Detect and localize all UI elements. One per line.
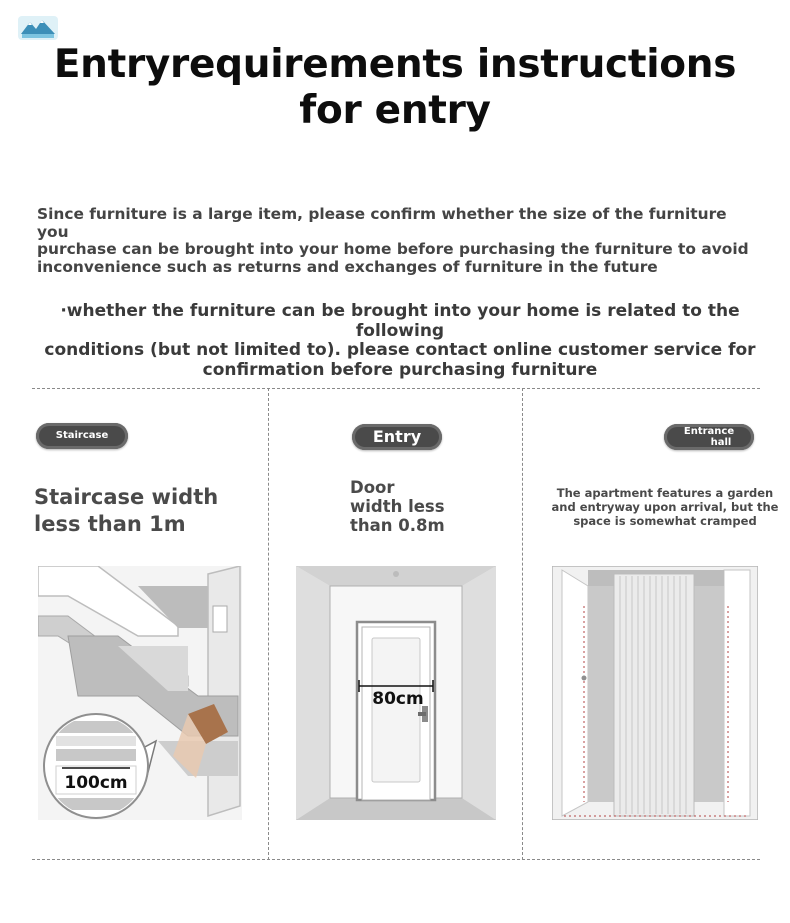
door-req-line-3: than 0.8m — [350, 516, 445, 535]
intro-line-1: Since furniture is a large item, please confirm whether the size of the furniture you — [37, 205, 727, 241]
intro-line-3: inconvenience such as returns and exchanges of furniture in the future — [37, 257, 658, 276]
hall-illustration — [552, 566, 758, 820]
hall-req-line-1: The apartment features a garden — [556, 486, 774, 500]
hall-requirement — [548, 486, 782, 528]
tag-entry: Entry — [352, 424, 442, 450]
staircase-requirement — [34, 484, 264, 538]
conditions-line-2: conditions (but not limited to). please contact online customer service for — [44, 340, 756, 360]
intro-paragraph — [37, 206, 757, 276]
conditions-line-3: confirmation before purchasing furniture — [202, 359, 598, 380]
brand-logo — [18, 12, 58, 42]
tag-entrance-hall — [664, 424, 754, 450]
staircase-illustration — [38, 566, 242, 820]
divider-top — [32, 388, 760, 389]
staircase-dimension: 100cm — [64, 773, 128, 793]
door-req-line-2: width less — [350, 497, 445, 516]
title-line-2: for entry — [299, 88, 491, 133]
hall-req-line-3: space is somewhat cramped — [573, 514, 757, 528]
hall-req-line-2: and entryway upon arrival, but the — [551, 500, 779, 514]
divider-col-2 — [522, 388, 523, 860]
tag-hall-line-1: Entrance — [683, 426, 735, 437]
door-req-line-1: Door — [350, 478, 395, 497]
title-line-1: Entryrequirements instructions — [53, 42, 737, 87]
staircase-req-line-2: less than 1m — [34, 512, 186, 536]
divider-col-1 — [268, 388, 269, 860]
staircase-req-line-1: Staircase width — [34, 485, 219, 509]
tag-staircase: Staircase — [36, 423, 128, 449]
door-requirement — [350, 478, 470, 535]
page-title — [0, 42, 790, 134]
conditions-line-1: ·whether the furniture can be brought into your home is related to the following — [60, 301, 740, 341]
tag-hall-line-2: hall — [710, 437, 732, 448]
door-dimension: 80cm — [372, 689, 424, 709]
intro-line-2: purchase can be brought into your home before purchasing the furniture to avoid — [37, 240, 749, 258]
conditions-paragraph — [20, 302, 780, 380]
divider-bottom — [32, 859, 760, 860]
door-illustration — [296, 566, 496, 820]
